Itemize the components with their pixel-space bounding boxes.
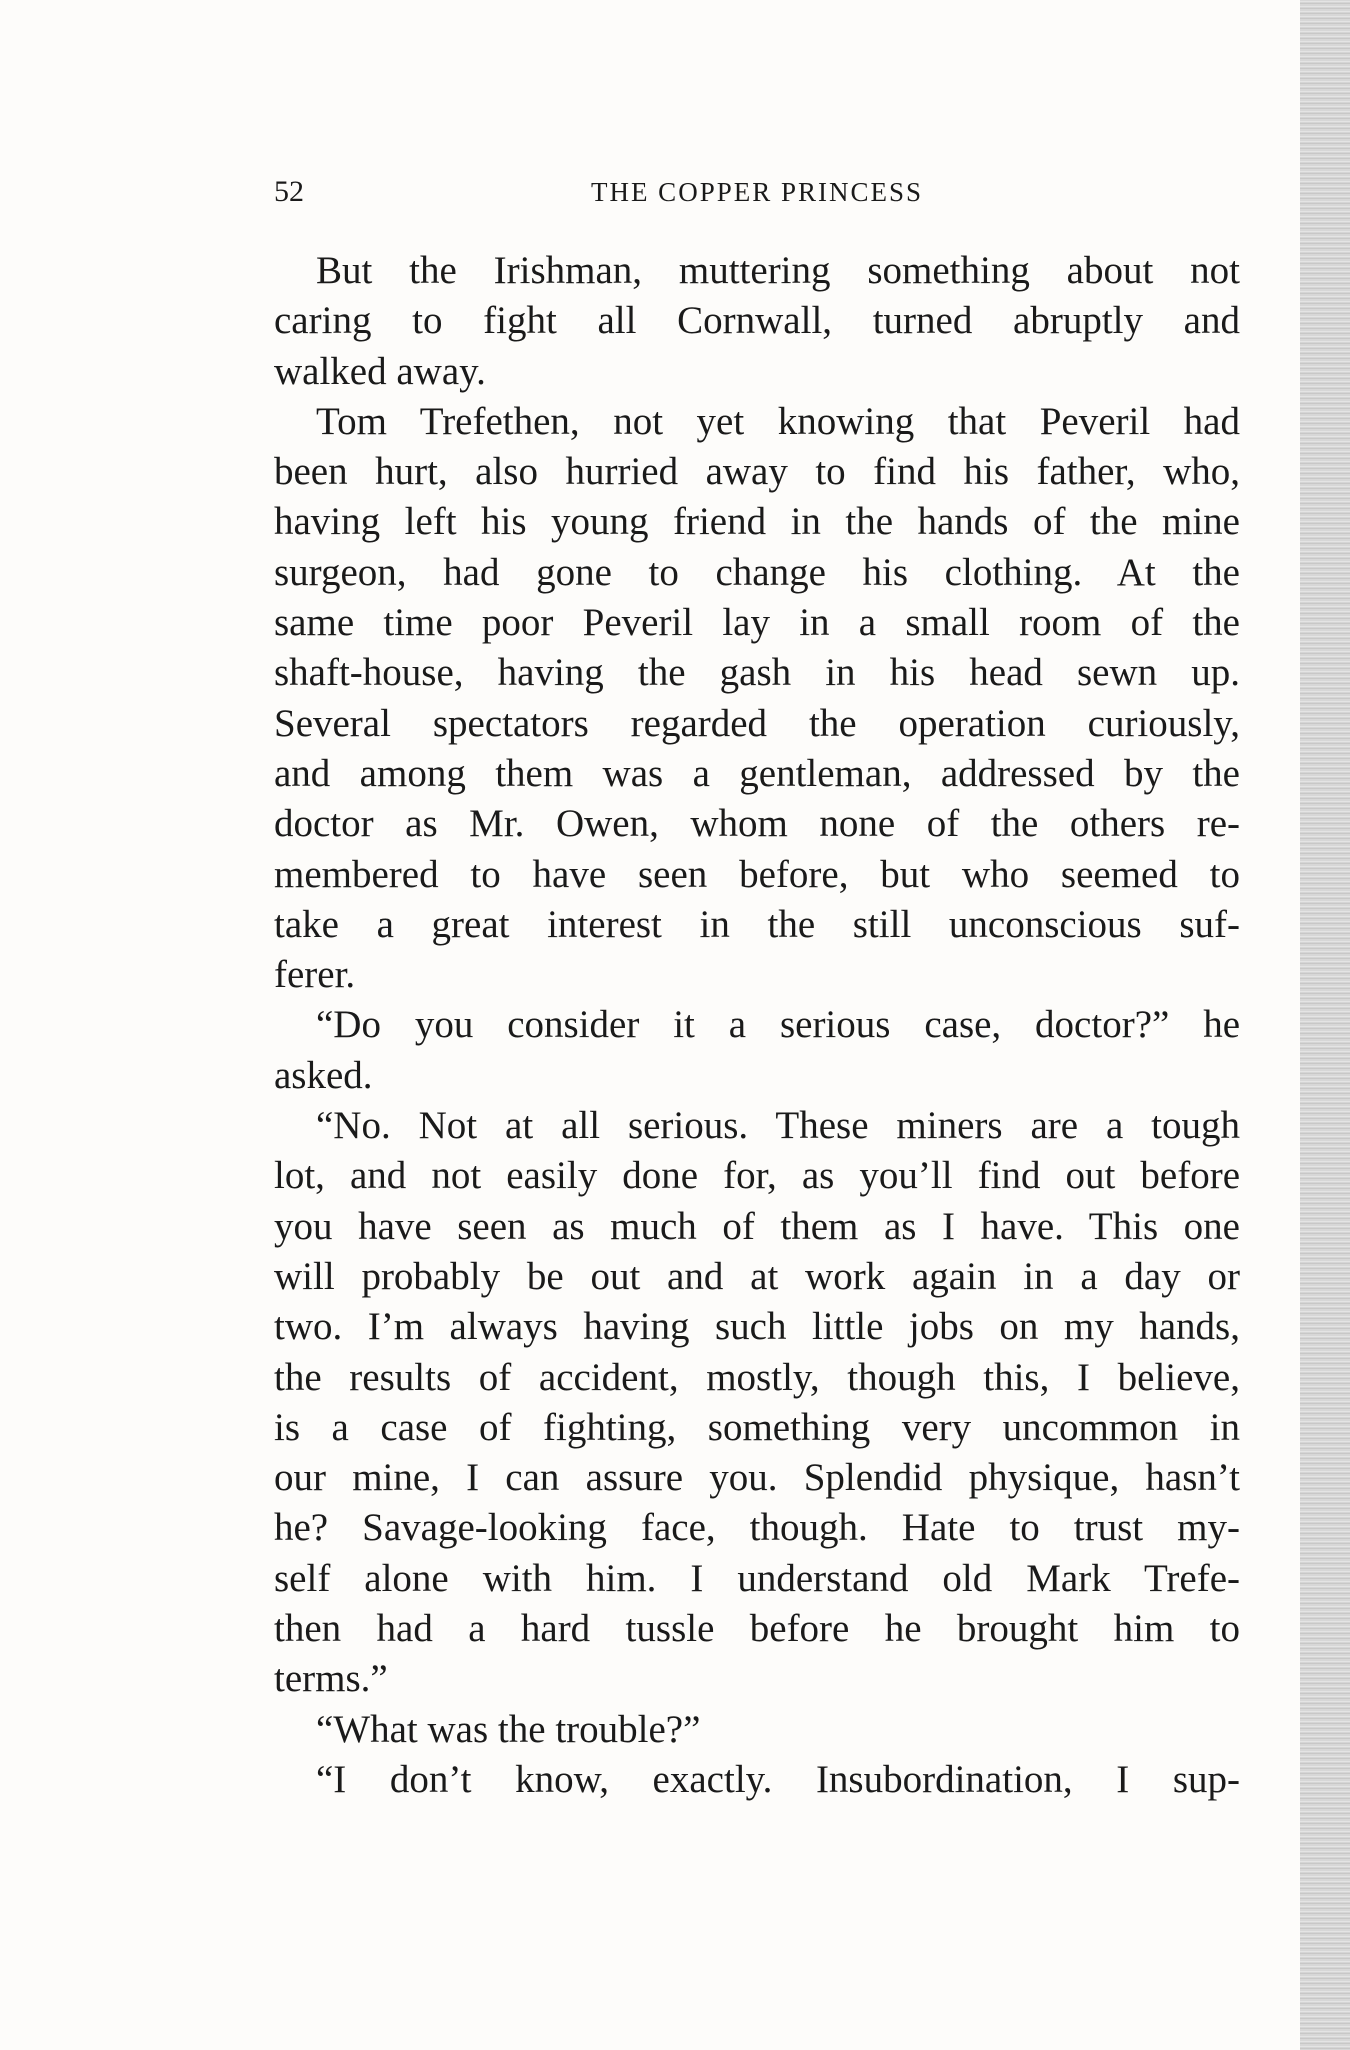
- text-line: the results of accident, mostly, though this, I believe,: [274, 1355, 1240, 1399]
- text-line: and among them was a gentleman, addressed by the: [274, 751, 1240, 795]
- text-line: asked.: [274, 1053, 373, 1097]
- text-line: same time poor Peveril lay in a small room of the: [274, 601, 1240, 645]
- text-line: But the Irishman, muttering something about not: [316, 249, 1240, 292]
- page-edge-shadow: [1300, 0, 1350, 2050]
- text-line: self alone with him. I understand old Mark Trefe-: [274, 1556, 1240, 1600]
- text-line: doctor as Mr. Owen, whom none of the others re-: [274, 802, 1240, 846]
- text-line: “What was the trouble?”: [316, 1707, 701, 1751]
- text-line: then had a hard tussle before he brought him to: [274, 1607, 1240, 1651]
- text-line: “No. Not at all serious. These miners are a tough: [316, 1104, 1240, 1148]
- text-line: ferer.: [274, 953, 356, 997]
- text-line: having left his young friend in the hands of the mine: [274, 500, 1240, 544]
- text-line: you have seen as much of them as I have. This one: [274, 1204, 1240, 1248]
- text-line: will probably be out and at work again in a day or: [274, 1254, 1240, 1298]
- running-title: THE COPPER PRINCESS: [590, 177, 924, 207]
- body-text: [274, 246, 1240, 1805]
- text-line: surgeon, had gone to change his clothing. At the: [274, 550, 1240, 594]
- text-line: membered to have seen before, but who seemed to: [274, 852, 1240, 896]
- page-number: 52: [274, 175, 304, 208]
- text-line: been hurt, also hurried away to find his father, who,: [274, 450, 1240, 494]
- running-head: [274, 175, 1240, 215]
- text-line: caring to fight all Cornwall, turned abruptly and: [274, 299, 1240, 343]
- text-line: two. I’m always having such little jobs on my hands,: [274, 1305, 1240, 1349]
- text-line: is a case of fighting, something very uncommon in: [274, 1405, 1240, 1449]
- text-line: walked away.: [274, 349, 486, 393]
- text-line: “Do you consider it a serious case, doctor?” he: [316, 1003, 1240, 1047]
- text-line: terms.”: [274, 1657, 388, 1701]
- text-line: shaft-house, having the gash in his head sewn up.: [274, 651, 1240, 695]
- text-line: our mine, I can assure you. Splendid physique, hasn’t: [274, 1456, 1240, 1500]
- text-line: “I don’t know, exactly. Insubordination, I sup-: [316, 1757, 1240, 1801]
- text-line: Several spectators regarded the operation curiously,: [274, 701, 1240, 745]
- text-line: lot, and not easily done for, as you’ll find out before: [274, 1154, 1240, 1198]
- text-line: Tom Trefethen, not yet knowing that Peveril had: [316, 399, 1240, 443]
- text-line: he? Savage-looking face, though. Hate to trust my-: [274, 1506, 1240, 1550]
- text-line: take a great interest in the still unconscious suf-: [274, 902, 1240, 946]
